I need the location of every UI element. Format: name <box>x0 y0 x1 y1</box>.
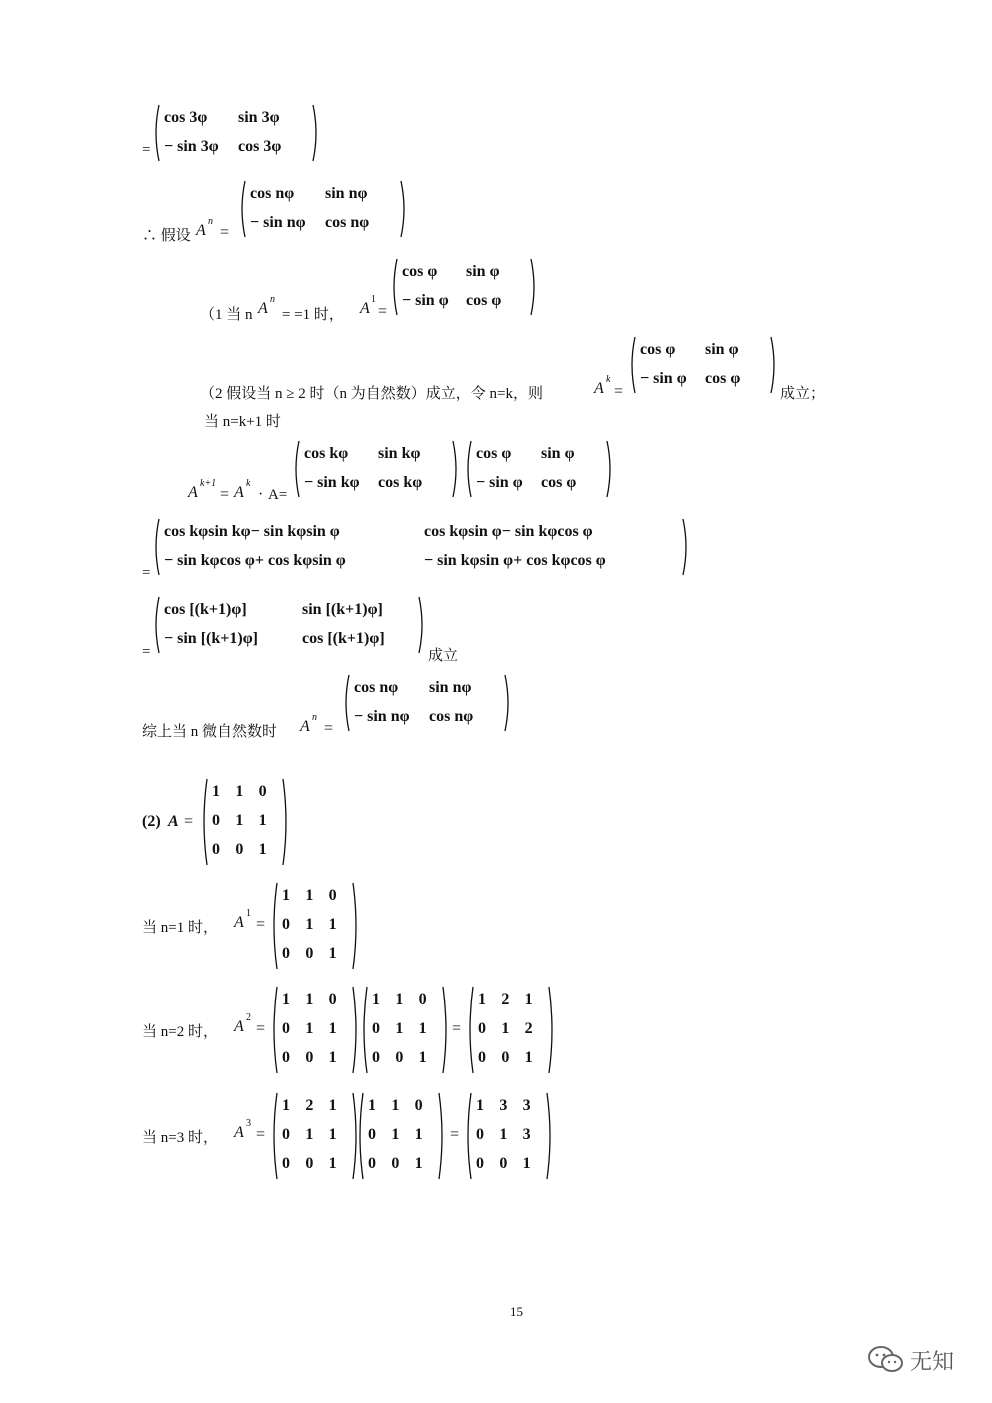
matrix-A-symbol: A <box>234 914 244 931</box>
matrix-cell: 1 <box>414 1126 423 1143</box>
matrix-cell: 0 <box>368 1155 376 1173</box>
matrix-cell: sin nφ <box>325 184 368 202</box>
matrix-cell: 0 <box>282 1049 290 1067</box>
right-paren <box>682 518 690 576</box>
matrix-A-power-2 <box>466 986 556 1074</box>
left-paren <box>152 104 160 162</box>
matrix-cell: 0 <box>282 916 290 933</box>
matrix-cell: 0 <box>476 1126 484 1143</box>
matrix-cell: 1 <box>395 1020 404 1037</box>
matrix-phi <box>390 258 538 316</box>
matrix-3phi <box>152 104 320 162</box>
matrix-cell: 1 <box>235 782 244 800</box>
equals-sign: = <box>220 224 230 241</box>
matrix-cell: 0 <box>328 990 337 1008</box>
right-paren <box>282 778 290 866</box>
right-paren <box>400 180 408 238</box>
matrix-cell: 0 <box>305 1049 314 1067</box>
matrix-cell: cos 3φ <box>164 108 208 126</box>
matrix-cell: 1 <box>282 1096 290 1114</box>
matrix-cell: 1 <box>522 1155 531 1173</box>
n-equals-2-text: 当 n=2 时， <box>142 1024 218 1040</box>
matrix-cell: 1 <box>418 1049 427 1067</box>
matrix-cell: 1 <box>305 886 314 904</box>
matrix-cell: − sin φ <box>402 291 449 309</box>
matrix-cell: cos φ <box>466 291 502 309</box>
matrix-cell: cos φ <box>476 444 512 462</box>
superscript-k: k <box>246 478 251 489</box>
left-paren <box>464 1092 472 1180</box>
matrix-cell: cos φ <box>705 369 741 387</box>
matrix-cell: 1 <box>282 990 290 1008</box>
matrix-cell: 0 <box>368 1126 376 1143</box>
matrix-cell: − sin kφcos φ+ cos kφsin φ <box>164 551 346 569</box>
matrix-cell: 1 <box>212 782 220 800</box>
equals-sign: = <box>184 813 194 830</box>
equals-sign: = <box>378 303 388 320</box>
equals-sign: = <box>450 1126 460 1143</box>
left-paren <box>200 778 208 866</box>
left-paren <box>152 596 160 654</box>
matrix-cell: 1 <box>478 990 486 1008</box>
matrix-A-symbol: A <box>258 300 268 317</box>
matrix-cell: cos kφ <box>304 444 349 462</box>
matrix-cell: 2 <box>524 1020 533 1037</box>
case-2-text: （2 假设当 n ≥ 2 时（n 为自然数）成立，令 n=k，则 <box>200 386 543 402</box>
matrix-cell: 1 <box>391 1096 400 1114</box>
equals-sign: = <box>324 720 334 737</box>
superscript-3: 3 <box>246 1118 251 1129</box>
matrix-cell: − sin nφ <box>354 707 410 725</box>
matrix-cell: 1 <box>391 1126 400 1143</box>
matrix-cell: cos 3φ <box>238 137 282 155</box>
matrix-A-symbol: A <box>234 1018 244 1035</box>
equals-sign: = <box>256 1126 266 1143</box>
matrix-cell: sin φ <box>466 262 500 280</box>
right-paren <box>770 336 778 394</box>
right-paren <box>546 1092 554 1180</box>
matrix-cell: cos φ <box>541 473 577 491</box>
matrix-A-symbol: A <box>234 484 244 501</box>
right-paren <box>312 104 320 162</box>
matrix-cell: 1 <box>328 1020 337 1037</box>
matrix-cell: 1 <box>328 1155 337 1173</box>
matrix-cell: sin 3φ <box>238 108 280 126</box>
matrix-A-symbol: A <box>360 300 370 317</box>
matrix-cell: 0 <box>391 1155 400 1173</box>
watermark <box>866 1344 954 1376</box>
matrix-A <box>360 986 450 1074</box>
equals-sign: = <box>220 486 230 503</box>
matrix-cell: 0 <box>372 1020 380 1037</box>
matrix-cell: 1 <box>282 886 290 904</box>
matrix-cell: − sin φ <box>640 369 687 387</box>
matrix-cell: 0 <box>328 886 337 904</box>
matrix-cell: 1 <box>328 1049 337 1067</box>
matrix-A-power-1 <box>270 882 360 970</box>
matrix-cell: 0 <box>282 1126 290 1143</box>
matrix-cell: 1 <box>328 1096 337 1114</box>
matrix-cell: 0 <box>235 841 244 859</box>
superscript-n: n <box>312 712 317 723</box>
matrix-cell: sin φ <box>705 340 739 358</box>
matrix-A-symbol: A <box>196 222 206 239</box>
matrix-cell: cos nφ <box>250 184 295 202</box>
left-paren <box>360 986 368 1074</box>
matrix-cell: sin kφ <box>378 444 421 462</box>
matrix-cell: cos φ <box>640 340 676 358</box>
superscript-1: 1 <box>371 294 376 305</box>
matrix-product-expanded <box>152 518 690 576</box>
superscript-n: n <box>270 294 275 305</box>
matrix-cell: 1 <box>328 945 337 963</box>
matrix-cell: 1 <box>524 1049 533 1067</box>
matrix-cell: − sin kφsin φ+ cos kφcos φ <box>424 551 606 569</box>
left-paren <box>464 440 472 498</box>
left-paren <box>152 518 160 576</box>
matrix-A-symbol: A <box>188 484 198 501</box>
left-paren <box>292 440 300 498</box>
matrix-cell: 1 <box>524 990 533 1008</box>
matrix-k-plus-1-phi <box>152 596 426 654</box>
matrix-cell: 1 <box>258 841 267 859</box>
matrix-A <box>356 1092 446 1180</box>
matrix-cell: 2 <box>305 1096 314 1114</box>
matrix-A-symbol: A <box>168 813 179 830</box>
equals-sign: = <box>256 916 266 933</box>
matrix-cell: 1 <box>305 1020 314 1037</box>
equals-sign: = <box>142 142 151 158</box>
matrix-cell: − sin φ <box>476 473 523 491</box>
matrix-cell: − sin nφ <box>250 213 306 231</box>
matrix-cell: 0 <box>476 1155 484 1173</box>
matrix-A-symbol: A <box>300 718 310 735</box>
matrix-cell: 0 <box>282 1020 290 1037</box>
case-k-plus-1-text: 当 n=k+1 时 <box>204 414 281 430</box>
part-2-label: (2) <box>142 813 161 830</box>
left-paren <box>628 336 636 394</box>
matrix-cell: 1 <box>395 990 404 1008</box>
matrix-A-power-3 <box>464 1092 554 1180</box>
matrix-cell: 0 <box>305 945 314 963</box>
matrix-cell: 0 <box>212 841 220 859</box>
superscript-k: k <box>606 374 611 385</box>
matrix-cell: 1 <box>235 812 244 829</box>
matrix-cell: 0 <box>478 1020 486 1037</box>
matrix-n-phi <box>238 180 408 238</box>
matrix-cell: − sin kφ <box>304 473 360 491</box>
right-paren <box>438 1092 446 1180</box>
matrix-cell: 0 <box>372 1049 380 1067</box>
superscript-2: 2 <box>246 1012 251 1023</box>
matrix-cell: 0 <box>395 1049 404 1067</box>
matrix-cell: 1 <box>476 1096 484 1114</box>
matrix-cell: 1 <box>499 1126 508 1143</box>
matrix-cell: − sin [(k+1)φ] <box>164 629 258 647</box>
matrix-cell: 0 <box>414 1096 423 1114</box>
matrix-cell: 0 <box>305 1155 314 1173</box>
superscript-1: 1 <box>246 908 251 919</box>
matrix-phi <box>464 440 614 498</box>
matrix-cell: 1 <box>414 1155 423 1173</box>
matrix-cell: 0 <box>418 990 427 1008</box>
matrix-cell: 1 <box>328 1126 337 1143</box>
right-paren <box>504 674 512 732</box>
superscript-n: n <box>208 216 213 227</box>
matrix-cell: cos nφ <box>354 678 399 696</box>
matrix-cell: − sin 3φ <box>164 137 219 155</box>
matrix-cell: sin [(k+1)φ] <box>302 600 383 618</box>
equals-sign: = <box>142 565 151 581</box>
matrix-cell: 0 <box>499 1155 508 1173</box>
left-paren <box>466 986 474 1074</box>
case-1-condition: = =1 时， <box>282 307 344 323</box>
matrix-cell: cos kφ <box>378 473 423 491</box>
n-equals-3-text: 当 n=3 时， <box>142 1130 218 1146</box>
left-paren <box>270 1092 278 1180</box>
equals-sign: = <box>614 383 624 400</box>
right-paren <box>352 986 360 1074</box>
wechat-icon <box>866 1344 906 1376</box>
matrix-cell: 0 <box>258 782 267 800</box>
watermark-label: 无知 <box>910 1349 955 1375</box>
right-paren <box>442 986 450 1074</box>
matrix-A-symbol: A <box>234 1124 244 1141</box>
matrix-cell: cos nφ <box>429 707 474 725</box>
right-paren <box>548 986 556 1074</box>
matrix-cell: 1 <box>372 990 380 1008</box>
matrix-cell: 1 <box>305 990 314 1008</box>
matrix-cell: 1 <box>328 916 337 933</box>
matrix-cell: cos φ <box>402 262 438 280</box>
holds-text: 成立； <box>780 386 826 402</box>
conclusion-text: 综上当 n 微自然数时 <box>142 724 278 740</box>
A-equals-text: A= <box>268 487 288 503</box>
matrix-A <box>270 986 360 1074</box>
right-paren <box>530 258 538 316</box>
left-paren <box>356 1092 364 1180</box>
right-paren <box>418 596 426 654</box>
matrix-A-symbol: A <box>594 380 604 397</box>
n-equals-1-text: 当 n=1 时， <box>142 920 218 936</box>
equals-sign: = <box>256 1020 266 1037</box>
superscript-k-plus-1: k+1 <box>200 478 217 489</box>
matrix-cell: 3 <box>499 1096 508 1114</box>
matrix-cell: 0 <box>501 1049 510 1067</box>
case-1-text: （1 当 n <box>200 307 253 323</box>
matrix-cell: 0 <box>212 812 220 829</box>
left-paren <box>342 674 350 732</box>
right-paren <box>606 440 614 498</box>
matrix-cell: 1 <box>501 1020 510 1037</box>
matrix-cell: 1 <box>368 1096 376 1114</box>
page-number: 15 <box>510 1304 523 1319</box>
matrix-cell: cos nφ <box>325 213 370 231</box>
matrix-cell: sin φ <box>541 444 575 462</box>
equals-sign: = <box>452 1020 462 1037</box>
left-paren <box>390 258 398 316</box>
matrix-phi <box>628 336 778 394</box>
dot-operator: · <box>258 486 264 503</box>
left-paren <box>270 882 278 970</box>
matrix-cell: cos kφsin φ− sin kφcos φ <box>424 522 593 540</box>
matrix-cell: 0 <box>478 1049 486 1067</box>
matrix-cell: 0 <box>282 945 290 963</box>
matrix-k-phi <box>292 440 460 498</box>
matrix-cell: cos kφsin kφ− sin kφsin φ <box>164 522 340 540</box>
matrix-cell: 2 <box>501 990 510 1008</box>
matrix-cell: 0 <box>282 1155 290 1173</box>
matrix-cell: cos [(k+1)φ] <box>302 629 385 647</box>
matrix-cell: sin nφ <box>429 678 472 696</box>
matrix-cell: 1 <box>258 812 267 829</box>
left-paren <box>270 986 278 1074</box>
therefore-assume-text: ∴ 假设 <box>142 228 191 244</box>
matrix-cell: cos [(k+1)φ] <box>164 600 247 618</box>
matrix-cell: 1 <box>418 1020 427 1037</box>
matrix-cell: 3 <box>522 1096 531 1114</box>
left-paren <box>238 180 246 238</box>
right-paren <box>452 440 460 498</box>
matrix-cell: 1 <box>305 916 314 933</box>
right-paren <box>352 882 360 970</box>
matrix-A-definition <box>200 778 290 866</box>
holds-text: 成立 <box>428 648 459 664</box>
matrix-cell: 3 <box>522 1126 531 1143</box>
matrix-cell: 1 <box>305 1126 314 1143</box>
matrix-n-phi <box>342 674 512 732</box>
equals-sign: = <box>142 644 151 660</box>
matrix-A-power-2 <box>270 1092 360 1180</box>
